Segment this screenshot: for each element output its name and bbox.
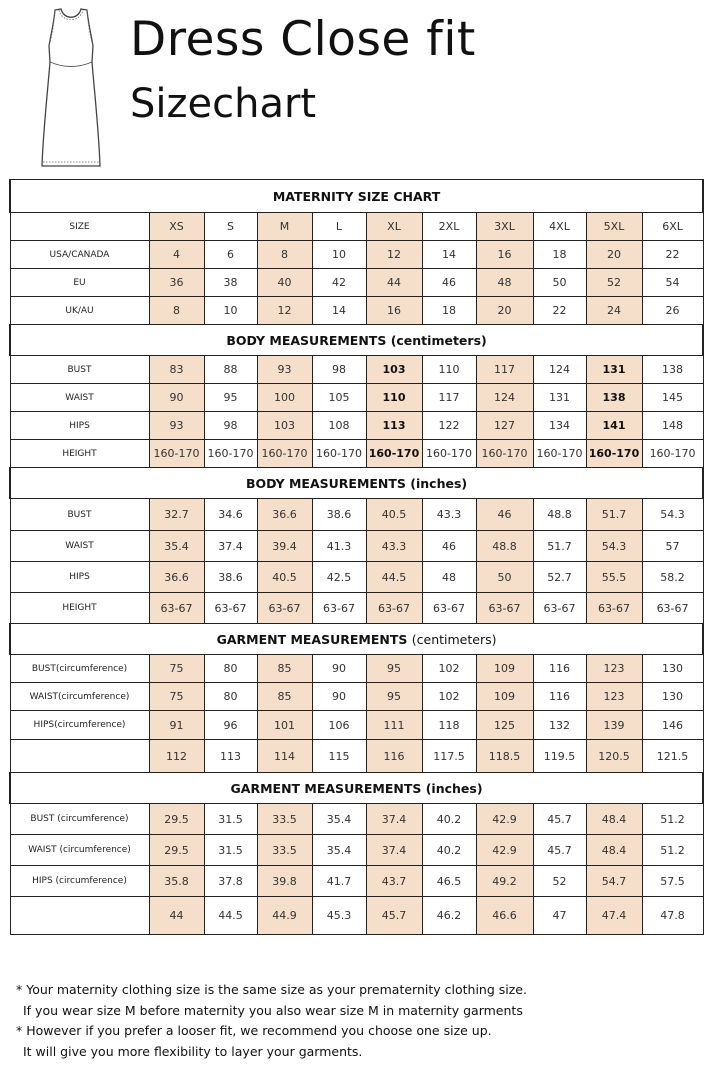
row-label: USA/CANADA xyxy=(10,241,149,269)
table-cell: 43.7 xyxy=(366,866,422,897)
table-cell: 48.8 xyxy=(533,499,586,531)
table-cell: 80 xyxy=(204,683,257,711)
table-cell: 33.5 xyxy=(257,804,312,835)
section-header-row xyxy=(10,624,703,655)
section-title-text: BODY MEASUREMENTS xyxy=(226,332,387,348)
section-title xyxy=(10,773,703,804)
table-cell: 160-170 xyxy=(476,440,533,468)
table-cell: 131 xyxy=(586,356,642,384)
table-cell: 2XL xyxy=(422,213,476,241)
table-cell: 44.5 xyxy=(204,897,257,935)
table-cell: 40.2 xyxy=(422,835,476,866)
table-cell: 46.5 xyxy=(422,866,476,897)
page-subtitle: Sizechart xyxy=(130,81,317,127)
table-cell: 100 xyxy=(257,384,312,412)
row-label: EU xyxy=(10,269,149,297)
table-row xyxy=(10,269,703,297)
table-cell: 8 xyxy=(257,241,312,269)
table-cell: 118 xyxy=(422,711,476,740)
table-cell: 18 xyxy=(533,241,586,269)
table-cell: 24 xyxy=(586,297,642,325)
table-cell: 35.4 xyxy=(312,835,366,866)
table-cell: 36 xyxy=(149,269,204,297)
table-cell: 98 xyxy=(312,356,366,384)
section-title-text: GARMENT MEASUREMENTS xyxy=(216,631,408,647)
table-cell: 48 xyxy=(422,562,476,593)
table-cell: 63-67 xyxy=(257,593,312,624)
table-cell: 160-170 xyxy=(642,440,703,468)
table-cell: 125 xyxy=(476,711,533,740)
table-cell: 10 xyxy=(312,241,366,269)
table-cell: 34.6 xyxy=(204,499,257,531)
table-cell: 48.8 xyxy=(476,531,533,562)
table-row xyxy=(10,740,703,773)
table-cell: 47.4 xyxy=(586,897,642,935)
footnote-line: * However if you prefer a looser fit, we recommend you choose one size up. xyxy=(16,1023,492,1038)
table-cell: 35.4 xyxy=(149,531,204,562)
table-cell: 38.6 xyxy=(204,562,257,593)
table-cell: 117 xyxy=(476,356,533,384)
table-cell: 122 xyxy=(422,412,476,440)
table-cell: 41.7 xyxy=(312,866,366,897)
table-cell: 103 xyxy=(257,412,312,440)
table-cell: 132 xyxy=(533,711,586,740)
table-cell: 75 xyxy=(149,655,204,683)
table-cell: 93 xyxy=(257,356,312,384)
table-cell: 63-67 xyxy=(149,593,204,624)
table-cell: 50 xyxy=(533,269,586,297)
row-label: UK/AU xyxy=(10,297,149,325)
table-cell: 160-170 xyxy=(533,440,586,468)
table-cell: 54.7 xyxy=(586,866,642,897)
table-cell: 47 xyxy=(533,897,586,935)
table-cell: 46.2 xyxy=(422,897,476,935)
table-cell: 160-170 xyxy=(204,440,257,468)
table-cell: M xyxy=(257,213,312,241)
table-row xyxy=(10,412,703,440)
table-cell: 36.6 xyxy=(149,562,204,593)
table-cell: 95 xyxy=(366,683,422,711)
table-cell: 90 xyxy=(149,384,204,412)
table-row xyxy=(10,866,703,897)
row-label xyxy=(10,897,149,935)
table-cell: 138 xyxy=(586,384,642,412)
table-cell: 160-170 xyxy=(149,440,204,468)
table-cell: 93 xyxy=(149,412,204,440)
dress-sketch-icon xyxy=(38,6,104,170)
table-cell: 83 xyxy=(149,356,204,384)
table-cell: 4 xyxy=(149,241,204,269)
section-unit: (centimeters) xyxy=(390,332,487,348)
footnote-line: It will give you more flexibility to layer your garments. xyxy=(23,1043,363,1059)
table-cell: 115 xyxy=(312,740,366,773)
table-cell: 124 xyxy=(476,384,533,412)
table-cell: 54.3 xyxy=(586,531,642,562)
table-cell: 40.2 xyxy=(422,804,476,835)
table-cell: 42 xyxy=(312,269,366,297)
table-cell: 141 xyxy=(586,412,642,440)
table-cell: 5XL xyxy=(586,213,642,241)
table-cell: 32.7 xyxy=(149,499,204,531)
table-cell: 63-67 xyxy=(476,593,533,624)
table-cell: 37.4 xyxy=(204,531,257,562)
section-title xyxy=(10,468,703,499)
footnote-line: If you wear size M before maternity you also wear size M in maternity garments xyxy=(23,1002,523,1018)
table-cell: 16 xyxy=(366,297,422,325)
table-cell: 116 xyxy=(533,683,586,711)
table-cell: 45.3 xyxy=(312,897,366,935)
table-cell: 139 xyxy=(586,711,642,740)
table-row xyxy=(10,356,703,384)
table-row xyxy=(10,683,703,711)
table-cell: 63-67 xyxy=(312,593,366,624)
table-cell: 118.5 xyxy=(476,740,533,773)
section-header-row xyxy=(10,468,703,499)
table-cell: 103 xyxy=(366,356,422,384)
table-cell: 52 xyxy=(533,866,586,897)
table-cell: 38 xyxy=(204,269,257,297)
table-cell: 134 xyxy=(533,412,586,440)
table-cell: 145 xyxy=(642,384,703,412)
table-cell: 148 xyxy=(642,412,703,440)
row-label: HEIGHT xyxy=(10,593,149,624)
table-cell: 88 xyxy=(204,356,257,384)
table-cell: 90 xyxy=(312,683,366,711)
table-cell: L xyxy=(312,213,366,241)
table-cell: 48 xyxy=(476,269,533,297)
row-label: BUST(circumference) xyxy=(10,655,149,683)
row-label: WAIST(circumference) xyxy=(10,683,149,711)
table-cell: 112 xyxy=(149,740,204,773)
table-cell: 75 xyxy=(149,683,204,711)
table-cell: 55.5 xyxy=(586,562,642,593)
table-cell: S xyxy=(204,213,257,241)
table-row xyxy=(10,384,703,412)
table-cell: 63-67 xyxy=(366,593,422,624)
table-cell: 22 xyxy=(533,297,586,325)
table-cell: 37.4 xyxy=(366,835,422,866)
table-cell: 26 xyxy=(642,297,703,325)
table-row xyxy=(10,835,703,866)
table-cell: 146 xyxy=(642,711,703,740)
section-unit: (centimeters) xyxy=(411,631,497,647)
table-cell: 48.4 xyxy=(586,804,642,835)
table-cell: 44 xyxy=(149,897,204,935)
table-cell: 36.6 xyxy=(257,499,312,531)
row-label xyxy=(10,740,149,773)
page-title: Dress Close fit xyxy=(130,12,476,67)
table-cell: 102 xyxy=(422,655,476,683)
table-cell: 85 xyxy=(257,655,312,683)
table-cell: 63-67 xyxy=(586,593,642,624)
table-cell: 20 xyxy=(586,241,642,269)
table-cell: 80 xyxy=(204,655,257,683)
section-title-text: BODY MEASUREMENTS xyxy=(245,475,406,491)
table-cell: 130 xyxy=(642,655,703,683)
table-cell: 14 xyxy=(312,297,366,325)
row-label: HEIGHT xyxy=(10,440,149,468)
table-cell: 50 xyxy=(476,562,533,593)
table-cell: 45.7 xyxy=(366,897,422,935)
table-cell: 16 xyxy=(476,241,533,269)
table-row xyxy=(10,804,703,835)
table-cell: 130 xyxy=(642,683,703,711)
section-title xyxy=(10,325,703,356)
table-cell: 105 xyxy=(312,384,366,412)
section-title xyxy=(10,180,703,213)
table-cell: 108 xyxy=(312,412,366,440)
row-label: BUST xyxy=(10,499,149,531)
table-cell: 44 xyxy=(366,269,422,297)
table-row xyxy=(10,297,703,325)
table-cell: 10 xyxy=(204,297,257,325)
table-cell: 45.7 xyxy=(533,804,586,835)
footnote-line: * Your maternity clothing size is the same size as your prematernity clothing size. xyxy=(16,982,527,997)
table-cell: 39.8 xyxy=(257,866,312,897)
table-row xyxy=(10,711,703,740)
table-cell: 51.2 xyxy=(642,804,703,835)
row-label: HIPS xyxy=(10,412,149,440)
table-cell: 12 xyxy=(366,241,422,269)
table-row xyxy=(10,655,703,683)
table-cell: 160-170 xyxy=(422,440,476,468)
table-row xyxy=(10,531,703,562)
footnotes xyxy=(16,980,527,1062)
section-title-text: GARMENT MEASUREMENTS xyxy=(230,780,422,796)
table-cell: 40.5 xyxy=(257,562,312,593)
table-row xyxy=(10,593,703,624)
table-cell: 101 xyxy=(257,711,312,740)
table-row xyxy=(10,213,703,241)
table-cell: 160-170 xyxy=(366,440,422,468)
table-cell: 43.3 xyxy=(422,499,476,531)
table-cell: 96 xyxy=(204,711,257,740)
table-cell: 42.9 xyxy=(476,835,533,866)
row-label: BUST (circumference) xyxy=(10,804,149,835)
section-header-row xyxy=(10,180,703,213)
table-cell: 29.5 xyxy=(149,835,204,866)
table-cell: 46 xyxy=(476,499,533,531)
section-header-row xyxy=(10,325,703,356)
table-cell: 123 xyxy=(586,683,642,711)
table-cell: 29.5 xyxy=(149,804,204,835)
row-label: BUST xyxy=(10,356,149,384)
table-cell: XS xyxy=(149,213,204,241)
table-cell: 39.4 xyxy=(257,531,312,562)
table-cell: 121.5 xyxy=(642,740,703,773)
table-cell: 109 xyxy=(476,655,533,683)
table-cell: 3XL xyxy=(476,213,533,241)
table-cell: 119.5 xyxy=(533,740,586,773)
row-label: WAIST xyxy=(10,384,149,412)
table-cell: 109 xyxy=(476,683,533,711)
table-cell: 52 xyxy=(586,269,642,297)
table-cell: 160-170 xyxy=(586,440,642,468)
table-cell: 63-67 xyxy=(204,593,257,624)
section-header-row xyxy=(10,773,703,804)
table-cell: 20 xyxy=(476,297,533,325)
table-cell: 90 xyxy=(312,655,366,683)
table-cell: 6 xyxy=(204,241,257,269)
table-cell: 48.4 xyxy=(586,835,642,866)
table-cell: 160-170 xyxy=(257,440,312,468)
table-cell: 131 xyxy=(533,384,586,412)
table-cell: 40.5 xyxy=(366,499,422,531)
table-cell: 95 xyxy=(366,655,422,683)
table-cell: 42.9 xyxy=(476,804,533,835)
row-label: SIZE xyxy=(10,213,149,241)
table-cell: 111 xyxy=(366,711,422,740)
table-cell: 38.6 xyxy=(312,499,366,531)
table-cell: 127 xyxy=(476,412,533,440)
table-cell: 31.5 xyxy=(204,835,257,866)
table-cell: 37.8 xyxy=(204,866,257,897)
table-cell: 117 xyxy=(422,384,476,412)
table-cell: 52.7 xyxy=(533,562,586,593)
table-cell: 35.8 xyxy=(149,866,204,897)
table-cell: 54 xyxy=(642,269,703,297)
table-cell: 102 xyxy=(422,683,476,711)
table-row xyxy=(10,499,703,531)
table-cell: 63-67 xyxy=(533,593,586,624)
table-cell: 114 xyxy=(257,740,312,773)
table-cell: 57 xyxy=(642,531,703,562)
table-cell: 51.7 xyxy=(533,531,586,562)
table-cell: 63-67 xyxy=(642,593,703,624)
row-label: HIPS (circumference) xyxy=(10,866,149,897)
table-cell: 46.6 xyxy=(476,897,533,935)
table-cell: 4XL xyxy=(533,213,586,241)
table-cell: 116 xyxy=(533,655,586,683)
table-cell: 46 xyxy=(422,269,476,297)
table-cell: 138 xyxy=(642,356,703,384)
table-cell: 37.4 xyxy=(366,804,422,835)
table-cell: 113 xyxy=(204,740,257,773)
table-row xyxy=(10,241,703,269)
table-cell: 117.5 xyxy=(422,740,476,773)
table-cell: 54.3 xyxy=(642,499,703,531)
table-cell: 113 xyxy=(366,412,422,440)
table-row xyxy=(10,897,703,935)
row-label: HIPS(circumference) xyxy=(10,711,149,740)
table-cell: 33.5 xyxy=(257,835,312,866)
table-cell: 110 xyxy=(422,356,476,384)
section-unit: (inches) xyxy=(425,780,483,796)
table-cell: 43.3 xyxy=(366,531,422,562)
table-cell: 116 xyxy=(366,740,422,773)
table-cell: 123 xyxy=(586,655,642,683)
size-chart-table xyxy=(9,179,704,935)
table-cell: 106 xyxy=(312,711,366,740)
table-cell: 51.2 xyxy=(642,835,703,866)
table-cell: 120.5 xyxy=(586,740,642,773)
table-cell: 58.2 xyxy=(642,562,703,593)
table-cell: 18 xyxy=(422,297,476,325)
table-cell: 12 xyxy=(257,297,312,325)
table-cell: 8 xyxy=(149,297,204,325)
table-cell: 42.5 xyxy=(312,562,366,593)
table-cell: 110 xyxy=(366,384,422,412)
table-cell: 22 xyxy=(642,241,703,269)
table-cell: 95 xyxy=(204,384,257,412)
table-cell: 45.7 xyxy=(533,835,586,866)
table-cell: 160-170 xyxy=(312,440,366,468)
table-cell: 57.5 xyxy=(642,866,703,897)
table-cell: 85 xyxy=(257,683,312,711)
table-cell: 124 xyxy=(533,356,586,384)
table-row xyxy=(10,562,703,593)
table-cell: 40 xyxy=(257,269,312,297)
table-cell: 98 xyxy=(204,412,257,440)
table-cell: 6XL xyxy=(642,213,703,241)
table-cell: 49.2 xyxy=(476,866,533,897)
table-cell: 51.7 xyxy=(586,499,642,531)
section-title xyxy=(10,624,703,655)
table-cell: 46 xyxy=(422,531,476,562)
section-unit: (inches) xyxy=(410,475,468,491)
row-label: WAIST (circumference) xyxy=(10,835,149,866)
table-row xyxy=(10,440,703,468)
section-title-text: MATERNITY SIZE CHART xyxy=(272,188,441,204)
row-label: WAIST xyxy=(10,531,149,562)
table-cell: 44.9 xyxy=(257,897,312,935)
table-cell: 31.5 xyxy=(204,804,257,835)
row-label: HIPS xyxy=(10,562,149,593)
table-cell: XL xyxy=(366,213,422,241)
table-cell: 91 xyxy=(149,711,204,740)
table-cell: 41.3 xyxy=(312,531,366,562)
table-cell: 47.8 xyxy=(642,897,703,935)
table-cell: 14 xyxy=(422,241,476,269)
table-cell: 44.5 xyxy=(366,562,422,593)
table-cell: 35.4 xyxy=(312,804,366,835)
table-cell: 63-67 xyxy=(422,593,476,624)
